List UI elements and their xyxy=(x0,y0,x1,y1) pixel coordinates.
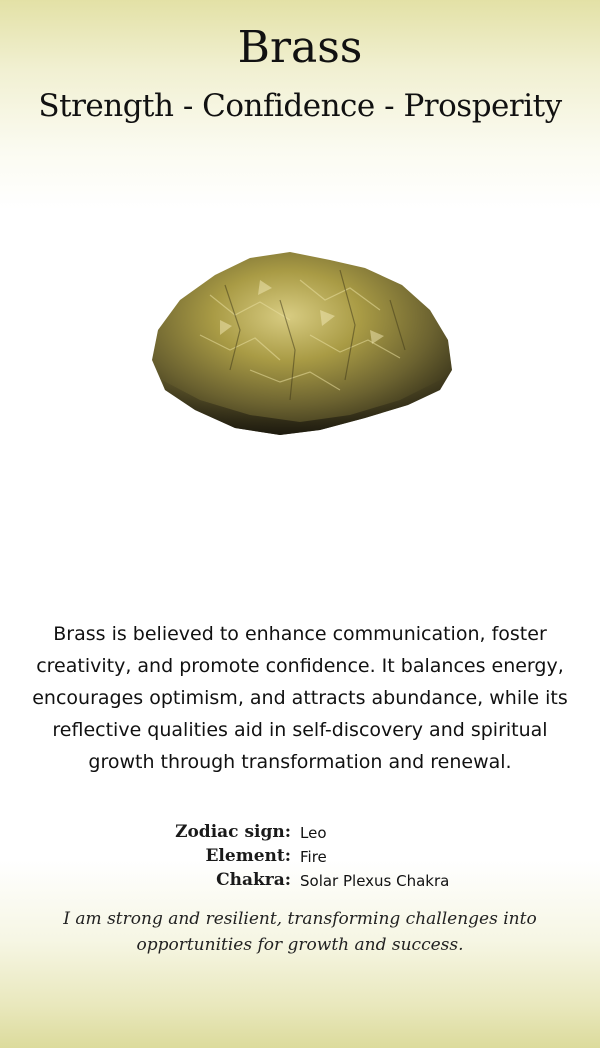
crystal-properties xyxy=(0,822,600,894)
card-subtitle: Strength - Confidence - Prosperity xyxy=(38,88,562,124)
element-row xyxy=(0,846,600,870)
element-label: Element: xyxy=(205,846,291,866)
brass-nugget-image xyxy=(140,240,460,450)
zodiac-label: Zodiac sign: xyxy=(175,822,291,842)
affirmation-text: I am strong and resilient, transforming challenges into opportunities for growth and success. xyxy=(63,909,537,955)
card-title: Brass xyxy=(237,22,363,73)
element-value: Fire xyxy=(300,848,327,866)
zodiac-value: Leo xyxy=(300,824,327,842)
zodiac-row xyxy=(0,822,600,846)
crystal-description: Brass is believed to enhance communication, foster creativity, and promote confidence. It balances energy, encourages optimism, and attracts abundance, while its reflective qualities aid in self-discovery and spiritual growth through transformation and renewal. xyxy=(32,623,568,773)
chakra-row xyxy=(0,870,600,894)
chakra-label: Chakra: xyxy=(216,870,291,890)
chakra-value: Solar Plexus Chakra xyxy=(300,872,450,890)
